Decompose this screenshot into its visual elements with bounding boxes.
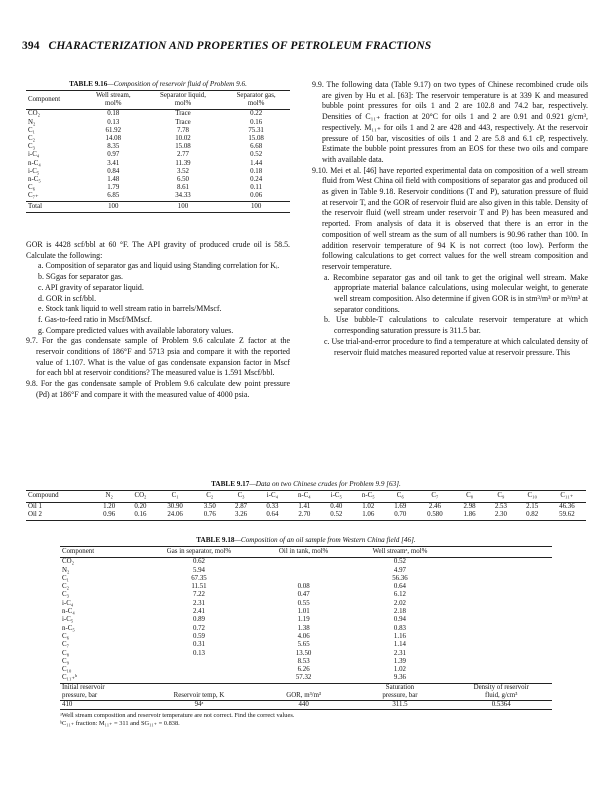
column-header: Oil in tank, mol% [258,547,350,558]
table-row [26,184,290,192]
table-cell: 1.19 [297,616,310,624]
table-cell: C₃ [28,143,35,151]
table-cell: 2.98 [463,502,476,510]
table-cell: 10.02 [175,135,191,143]
table-cell: 0.18 [250,167,263,175]
table-cell: 2.15 [526,502,539,510]
column-header: C₇ [416,491,454,503]
table-total-row: Total 100 100 100 [26,201,290,212]
problem-9-10: 9.10. Mei et al. [46] have reported experimental data on composition of a well stream fluid from West China oil field with compositions of separator gas and produced oil as given in Table 9.18. Reservoir conditions (T and P), saturation pressure of fluid at reservoir T, and the GOR of reservoir fluid are also given in this table. Density of the reservoir fluid (well stream under reservoir T and P) has been measured and reported. From analysis of data it is observed that there is an error in the composition of well stream as the sum of all numbers is 90.96 rather than 100. In addition reservoir temperature of 94 K is not correct (too low). Perform the following calculations to get correct values for the well stream composition and reservoir temperature. [312,165,588,271]
table-cell: 2.41 [192,608,205,616]
table-row [60,641,552,649]
table-cell: N₂ [28,118,36,126]
table-cell: 1.01 [297,608,310,616]
column-header: Component [26,91,83,110]
table-cell [258,575,350,583]
table-cell: 3.26 [225,511,256,520]
table-cell: 0.13 [192,649,205,657]
table-cell: 2.18 [393,608,406,616]
table-cell: 0.13 [107,118,120,126]
table-cell: 1.20 [103,502,116,510]
list-item: d. GOR in scf/bbl. [38,293,97,303]
page-number: 394 [22,40,40,52]
table-cell: 11.51 [191,583,207,591]
column-header: C₆ [385,491,416,503]
column-header: Component [60,547,140,558]
table-cell: N₂ [62,566,70,574]
table-cell: 0.22 [250,110,263,118]
column-header: N₂ [94,491,125,503]
table-cell: 0.64 [257,511,288,520]
table-row [26,119,290,127]
table-cell: 61.92 [105,126,122,134]
table-cell: 0.83 [393,624,406,632]
column-header: C₃ [225,491,256,503]
table-cell: 34.33 [175,192,191,200]
table-row [26,176,290,184]
table-9-18-caption: TABLE 9.18—Composition of an oil sample from Western China field [46]. [196,536,416,544]
table-cell: 0.20 [134,502,147,510]
column-header: CO₂ [125,491,156,503]
table-cell: 0.40 [330,502,343,510]
table-cell [140,666,258,674]
table-cell: 1.69 [394,502,407,510]
conditions-header-row-2: pressure, bar Reservoir temp, K GOR, m³/m³ pressure, bar fluid, g/cm³ [60,692,552,701]
column-header: C₁₀ [517,491,548,503]
column-header: C₉ [485,491,516,503]
table-cell: 1.79 [107,184,120,192]
column-header: Separator gas, mol% [222,91,290,110]
table-cell: 0.16 [250,118,263,126]
table-row [60,650,552,658]
table-row [60,633,552,641]
table-cell: 8.53 [297,657,310,665]
table-cell: 1.48 [107,176,120,184]
table-row [60,658,552,666]
table-cell: 0.52 [393,558,406,566]
column-header: C₁₁₊ [548,491,586,503]
table-cell: C₇₊ [28,192,39,200]
table-cell: 6.85 [107,192,120,200]
table-cell: 1.41 [298,502,311,510]
table-9-17-caption: TABLE 9.17—Data on two Chinese crudes for Problem 9.9 [63]. [211,480,401,488]
list-item: b. Use bubble-T calculations to calculate reservoir temperature at which corresponding saturation pressure is 311.5 bar. [324,315,588,336]
table-row [60,616,552,624]
table-cell: 0.62 [192,558,205,566]
table-9-18-grid [60,546,552,710]
table-cell: 4.97 [393,566,406,574]
table-cell: C₆ [28,184,35,192]
table-cell: 15.08 [175,143,191,151]
table-row [26,143,290,151]
table-cell: C₃ [62,591,69,599]
column-header: n-C₅ [352,491,385,503]
table-cell: C₁₁₊ᵇ [62,674,78,682]
table-cell: 0.33 [266,502,279,510]
table-cell: 2.46 [428,502,441,510]
table-cell: 24.06 [156,511,194,520]
list-item: a. Recombine separator gas and oil tank to get the original well stream. Make appropriate material balance calculations, using molecular weight, to generate well stream composition. Also determine if given GOR is in stm³/m³ or m³/m³ at separator conditions. [324,272,588,314]
table-cell: 6.26 [297,666,310,674]
table-cell: 7.78 [176,126,189,134]
table-row [60,674,552,683]
table-row [60,591,552,599]
column-header: n-C₄ [288,491,321,503]
problem-9-9: 9.9. The following data (Table 9.17) on two types of Chinese recombined crude oils are given by Hu et al. [63]: The reservoir temperature is at 339 K and measured bubble point pressures for oils 1 and 2 are 102.8 and 74.2 bar, respectively. Densities of C₁₁₊ fraction at 20°C for oils 1 and 2 are 0.91 and 0.921 g/cm³, respectively. M₁₁₊ for oils 1 and 2 are 428 and 443, respectively. At the reservoir pressure of 150 bar, viscosities of oils 1 and 2 are 5.8 and 6.1 cP, respectively. Estimate the bubble point pressures from an EOS for these two oils and compare with available data. [312,80,588,164]
table-cell: 1.16 [393,632,406,640]
table-row [26,511,586,520]
table-cell: i-C₄ [62,599,74,607]
table-cell: C₂ [28,135,35,143]
problem-9-7: 9.7. For the gas condensate sample of Problem 9.6 calculate Z factor at the reservoir conditions of 186°F and 5713 psia and compare it with the reported value of 1.107. What is the value of gas condensate expansion factor in Mscf for each bbl at reservoir conditions? The measured value is 1.591 Mscf/bbl. [26,336,290,378]
table-cell: 0.59 [192,632,205,640]
table-cell: 6.12 [393,591,406,599]
table-cell: 7.22 [192,591,205,599]
table-cell: 0.55 [297,599,310,607]
table-row [60,567,552,575]
table-cell: 1.02 [393,666,406,674]
problem-9-6-intro: GOR is 4428 scf/bbl at 60 °F. The API gravity of produced crude oil is 58.5. Calculate the following: [26,240,290,260]
list-item: a. Composition of separator gas and liquid using Standing correlation for Kᵢ. [38,261,280,271]
table-cell: Oil 1 [28,502,42,510]
table-row [26,502,586,511]
column-header: Separator liquid, mol% [144,91,223,110]
table-cell: 0.96 [94,511,125,520]
table-row [26,110,290,119]
table-cell: 0.82 [517,511,548,520]
footnote-a: ᵃWell stream composition and reservoir temperature are not correct. Find the correct values. [60,712,295,720]
table-cell: 30.90 [167,502,183,510]
table-cell: 0.72 [192,624,205,632]
table-cell: 8.35 [107,143,120,151]
table-cell: 14.08 [105,135,122,143]
table-cell: CO₂ [62,558,74,566]
table-cell: 0.84 [107,167,120,175]
conditions-header-row-1: Initial reservoir Saturation Density of reservoir [60,683,552,692]
left-column-text [26,240,290,401]
table-9-17-grid [26,490,586,521]
table-cell: 0.47 [297,591,310,599]
table-cell: 3.50 [203,502,216,510]
table-cell: i-C₅ [62,616,74,624]
table-cell [140,658,258,666]
table-cell: 0.89 [192,616,205,624]
table-row [60,558,552,567]
table-row [60,600,552,608]
table-row [26,135,290,143]
table-cell: n-C₄ [62,608,75,616]
table-cell: 1.02 [362,502,375,510]
table-cell: 2.77 [176,151,189,159]
table-cell: i-C₄ [28,151,40,159]
table-cell: 5.94 [192,566,205,574]
table-cell: 1.38 [297,624,310,632]
table-cell: C₁₀ [62,666,72,674]
table-cell: 6.50 [176,176,189,184]
column-header: Well stream, mol% [83,91,144,110]
table-cell: n-C₄ [28,159,41,167]
table-cell: 1.14 [393,641,406,649]
table-cell: n-C₅ [62,624,75,632]
list-item: g. Compare predicted values with available laboratory values. [38,325,234,335]
table-row [26,151,290,159]
conditions-values-row: 410 94ᵃ 440 311.5 0.5364 [60,700,552,709]
table-cell: C₆ [62,632,69,640]
table-9-18 [60,536,552,728]
table-9-18-footnotes [60,712,552,728]
column-header: i-C₄ [257,491,288,503]
table-9-16-caption: TABLE 9.16—Composition of reservoir fluid of Problem 9.6. [69,80,247,88]
table-row [60,608,552,616]
table-cell: 57.32 [295,674,312,682]
table-cell: 0.11 [250,184,263,192]
table-9-16-grid [26,90,290,213]
table-cell [140,674,258,683]
table-row [60,575,552,583]
table-cell: 46.36 [559,502,575,510]
table-cell: 56.36 [392,574,408,582]
table-cell: n-C₅ [28,176,41,184]
table-row [26,127,290,135]
table-cell: 0.08 [297,583,310,591]
table-cell: 2.02 [393,599,406,607]
table-row [26,160,290,168]
table-row [26,168,290,176]
table-cell: 1.39 [393,657,406,665]
table-cell: Oil 2 [26,511,94,520]
table-cell: 67.35 [191,574,207,582]
column-header: C₂ [194,491,225,503]
table-cell: 0.76 [194,511,225,520]
list-item: e. Stock tank liquid to well stream ratio in barrels/MMscf. [38,304,222,314]
table-9-17 [26,480,586,521]
column-header: Compound [26,491,94,503]
table-cell: 2.53 [494,502,507,510]
table-cell: 1.06 [352,511,385,520]
table-row [60,666,552,674]
column-header: i-C₅ [321,491,352,503]
table-cell: 0.31 [192,641,205,649]
table-cell: 0.18 [107,110,120,118]
table-cell: 2.87 [235,502,248,510]
table-cell: C₉ [62,657,69,665]
column-header: Well streamᵃ, mol% [350,547,451,558]
table-cell: C₈ [62,649,69,657]
table-cell: CO₂ [28,110,40,118]
table-cell: 0.52 [250,151,263,159]
table-cell: 0.70 [385,511,416,520]
table-row [60,583,552,591]
table-cell: 75.31 [248,126,264,134]
list-item: c. API gravity of separator liquid. [38,282,144,292]
table-cell: 2.30 [485,511,516,520]
table-cell: 9.36 [393,674,406,682]
table-cell: C₇ [62,641,69,649]
table-cell: 1.86 [454,511,485,520]
table-cell: 3.41 [107,159,120,167]
list-item: f. Gas-to-feed ratio in Mscf/MMscf. [38,314,152,324]
table-cell: i-C₅ [28,167,40,175]
table-row [26,192,290,201]
table-cell: 0.52 [321,511,352,520]
table-cell: 0.580 [416,511,454,520]
table-cell: C₁ [62,574,69,582]
running-title: CHARACTERIZATION AND PROPERTIES OF PETROLEUM FRACTIONS [48,40,432,52]
table-cell: 0.97 [107,151,120,159]
column-header: C₈ [454,491,485,503]
table-cell: 0.64 [393,583,406,591]
table-cell: 6.68 [250,143,263,151]
table-cell: 0.06 [250,192,263,200]
table-cell: 4.06 [297,632,310,640]
table-cell: 0.94 [393,616,406,624]
table-cell: 8.61 [176,184,189,192]
table-cell: C₁ [28,126,35,134]
table-cell: 0.16 [125,511,156,520]
table-cell: C₂ [62,583,69,591]
table-cell: 13.50 [295,649,312,657]
column-header: Gas in separator, mol% [140,547,258,558]
table-cell: 1.44 [250,159,263,167]
table-9-16 [26,80,290,213]
column-header: C₁ [156,491,194,503]
right-column-text [312,80,588,358]
table-cell: 2.31 [192,599,205,607]
table-cell: Trace [175,110,191,118]
table-row [60,625,552,633]
table-cell [258,567,350,575]
table-cell: 2.70 [288,511,321,520]
table-cell: 3.52 [176,167,189,175]
table-cell [258,558,350,567]
table-cell: 11.39 [175,159,191,167]
list-item: c. Use trial-and-error procedure to find a temperature at which calculated density of reservoir fluid matches measured reported value at reservoir pressure. This [324,336,588,357]
table-cell: 5.65 [297,641,310,649]
table-cell: 15.08 [248,135,264,143]
table-cell: 2.31 [393,649,406,657]
table-cell: Trace [175,118,191,126]
running-header [22,40,431,52]
problem-9-8: 9.8. For the gas condensate sample of Problem 9.6 calculate dew point pressure (Pd) at 186°F and compare it with the measured value of 4000 psia. [26,379,290,399]
footnote-b: ᵇC₁₁₊ fraction: M₁₁₊ = 311 and SG₁₁₊ = 0.838. [60,720,180,728]
table-cell: 0.24 [250,176,263,184]
table-cell: 59.62 [548,511,586,520]
list-item: b. SGgas for separator gas. [38,272,124,282]
